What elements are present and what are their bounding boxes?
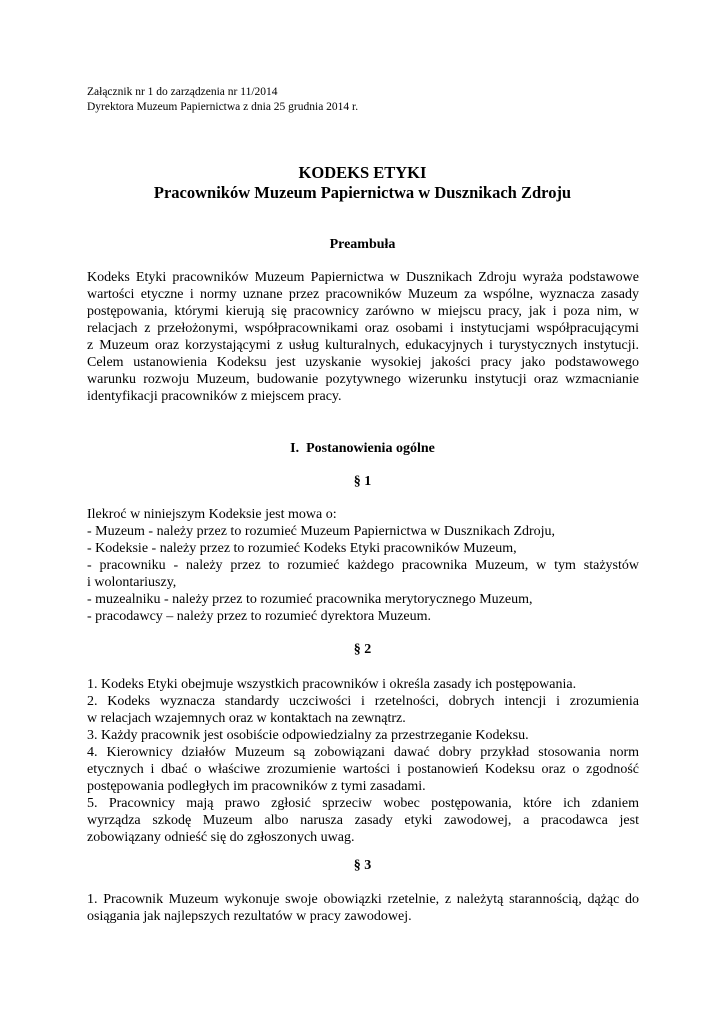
definition-item: - muzealniku - należy przez to rozumieć pracownika merytorycznego Muzeum, bbox=[87, 592, 533, 607]
attachment-note bbox=[87, 85, 358, 115]
chapter-1-heading bbox=[0, 440, 725, 457]
definition-item: - Kodeksie - należy przez to rozumieć Kodeks Etyki pracowników Muzeum, bbox=[87, 541, 517, 556]
definition-item: - pracowniku - należy przez to rozumieć każdego pracownika Muzeum, w tym stażystów bbox=[87, 558, 639, 573]
preamble-line: Celem ustanowienia Kodeksu jest uzyskanie wysokiej jakości pracy jako podstawowego bbox=[87, 355, 639, 370]
preamble-line: z Muzeum oraz korzystającymi z usług kulturalnych, edukacyjnych i turystycznych instytucji. bbox=[87, 338, 639, 353]
preamble-line: identyfikacji pracowników z miejscem pracy. bbox=[87, 389, 342, 404]
title-main: KODEKS ETYKI bbox=[298, 163, 427, 182]
definition-item: - pracodawcy – należy przez to rozumieć dyrektora Muzeum. bbox=[87, 609, 432, 624]
chapter-1-title: Postanowienia ogólne bbox=[306, 441, 435, 456]
attachment-note-line-1: Załącznik nr 1 do zarządzenia nr 11/2014 bbox=[87, 86, 278, 98]
preamble-line: relacjach z przełożonymi, współpracownikami oraz osobami i instytucjami współpracującymi bbox=[87, 321, 639, 336]
preamble-line: wartości etyczne i normy uznane przez pracowników Muzeum za wspólne, wyznacza zasady bbox=[87, 287, 639, 302]
section-2-line: zobowiązany odnieść się do zgłoszonych uwag. bbox=[87, 830, 355, 845]
title-subtitle: Pracowników Muzeum Papiernictwa w Dusznikach Zdroju bbox=[153, 183, 572, 202]
section-2-line: etycznych i dbać o właściwe zrozumienie wartości i postanowień Kodeksu oraz o zgodność bbox=[87, 762, 639, 777]
preamble-line: postępowania, którymi kierują się pracownicy zarówno w miejscu pracy, jak i poza nim, w bbox=[87, 304, 639, 319]
section-3-line: osiągania jak najlepszych rezultatów w pracy zawodowej. bbox=[87, 909, 412, 924]
chapter-1-number: I. bbox=[290, 441, 300, 456]
section-3-body bbox=[87, 891, 639, 925]
section-2-line: 5. Pracownicy mają prawo zgłosić sprzeciw wobec postępowania, które ich zdaniem bbox=[87, 796, 639, 811]
preamble-line: warunku rozwoju Muzeum, budowanie pozytywnego wizerunku instytucji oraz wzmacnianie bbox=[87, 372, 639, 387]
section-3-mark: § 3 bbox=[353, 858, 372, 873]
section-2-line: 1. Kodeks Etyki obejmuje wszystkich pracowników i określa zasady ich postępowania. bbox=[87, 677, 577, 692]
preamble-line: Kodeks Etyki pracowników Muzeum Papiernictwa w Dusznikach Zdroju wyraża podstawowe bbox=[87, 270, 639, 285]
document-title bbox=[0, 163, 725, 203]
preamble-heading: Preambuła bbox=[329, 237, 396, 252]
preamble-paragraph bbox=[87, 269, 639, 405]
section-2-line: w relacjach wzajemnych oraz w kontaktach na zewnątrz. bbox=[87, 711, 406, 726]
section-1-mark: § 1 bbox=[353, 474, 372, 489]
section-2-line: postępowania podległych im pracowników z tymi zasadami. bbox=[87, 779, 426, 794]
section-2-line: 3. Każdy pracownik jest osobiście odpowiedzialny za przestrzeganie Kodeksu. bbox=[87, 728, 529, 743]
definition-item: - Muzeum - należy przez to rozumieć Muzeum Papiernictwa w Dusznikach Zdroju, bbox=[87, 524, 556, 539]
attachment-note-line-2: Dyrektora Muzeum Papiernictwa z dnia 25 grudnia 2014 r. bbox=[87, 101, 359, 113]
section-2-line: wyrządza szkodę Muzeum albo narusza zasady etyki zawodowej, a pracodawca jest bbox=[87, 813, 639, 828]
section-1-intro: Ilekroć w niniejszym Kodeksie jest mowa o: bbox=[87, 507, 337, 522]
definition-item: i wolontariuszy, bbox=[87, 575, 177, 590]
section-2-line: 2. Kodeks wyznacza standardy uczciwości i rzetelności, dobrych intencji i zrozumienia bbox=[87, 694, 639, 709]
section-2-mark: § 2 bbox=[353, 642, 372, 657]
section-1-body bbox=[87, 506, 639, 625]
section-2-line: 4. Kierownicy działów Muzeum są zobowiązani dawać dobry przykład stosowania norm bbox=[87, 745, 639, 760]
section-3-line: 1. Pracownik Muzeum wykonuje swoje obowiązki rzetelnie, z należytą starannością, dążąc do bbox=[87, 892, 639, 907]
section-2-body bbox=[87, 676, 639, 846]
